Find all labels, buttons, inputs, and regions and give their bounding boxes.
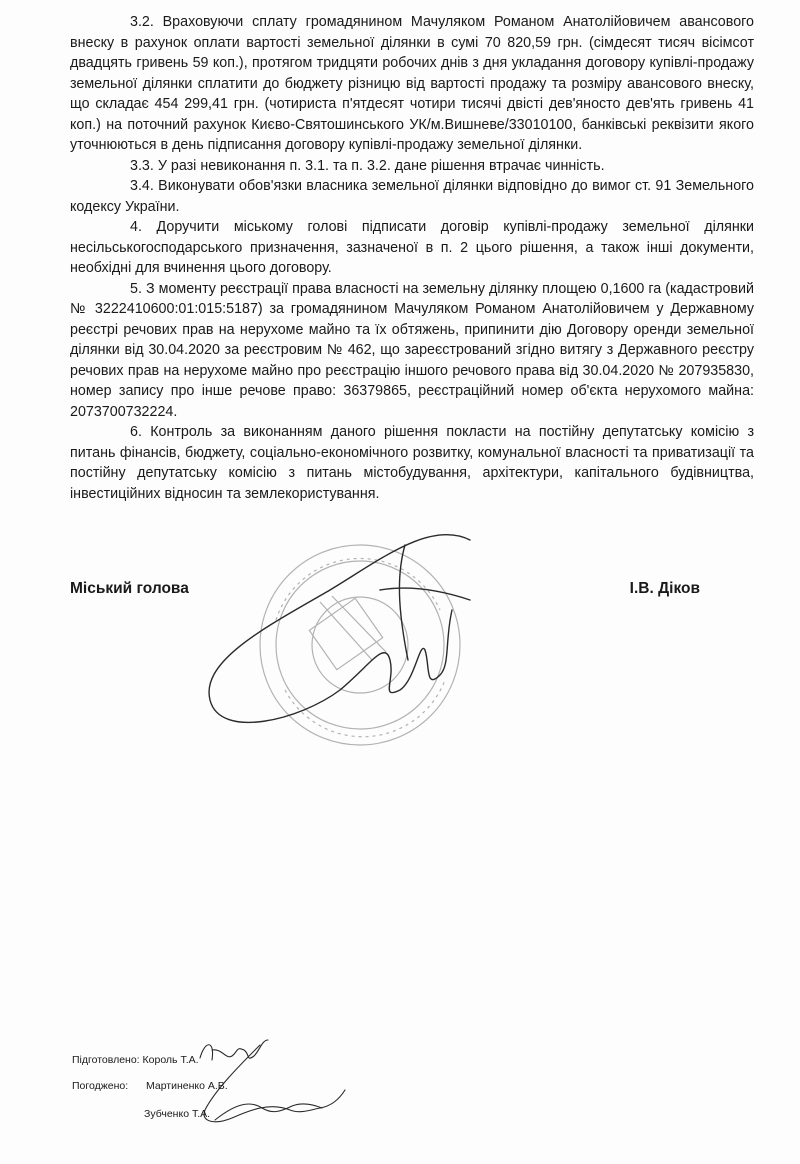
agreed-person-1: Мартиненко А.В. (145, 1080, 228, 1092)
official-stamp (260, 545, 460, 745)
prepared-by-label: Підготовлено: Король Т.А. (72, 1054, 199, 1066)
agreed-person-2: Зубченко Т.А. (144, 1108, 211, 1120)
paragraph-4: 4. Доручити міському голові підписати договір купівлі-продажу земельної ділянки несільськогосподарського призначення, зазначеної в п. 2 цього рішення, а також інші документи, необхідні для вчинення цього договору. (70, 219, 754, 276)
mayor-signature (209, 535, 470, 723)
agreed-label: Погоджено: (72, 1080, 129, 1092)
signature-block (70, 580, 700, 604)
prepared-by-row (72, 1054, 199, 1066)
signatory-title: Міський голова (70, 580, 189, 597)
agreed-row-2 (144, 1108, 210, 1120)
agreed-row (72, 1080, 228, 1092)
signatory-name: І.В. Діков (629, 580, 700, 597)
document-body (70, 12, 754, 504)
paragraph-6: 6. Контроль за виконанням даного рішення покласти на постійну депутатську комісію з питань фінансів, бюджету, соціально-економічного розвитку, комунальної власності та приватизації та постійну депутатську комісію з питань містобудування, архітектури, капітального будівництва, інвестиційних відносин та землекористування. (70, 424, 754, 502)
paragraph-3-4: 3.4. Виконувати обов'язки власника земельної ділянки відповідно до вимог ст. 91 Земельного кодексу України. (70, 178, 754, 215)
paragraph-3-2: 3.2. Враховуючи сплату громадянином Мачуляком Романом Анатолійовичем авансового внеску в рахунок оплати вартості земельної ділянки в сумі 70 820,59 грн. (сімдесят тисяч вісімсот двадцять гривень 59 коп.), протягом тридцяти робочих днів з дня укладання договору купівлі-продажу земельної ділянки сплатити до бюджету різницю від вартості продажу та розміру авансового внеску, що складає 454 299,41 грн. (чотириста п'ятдесят чотири тисячі двісті дев'яносто дев'ять гривень 41 коп.) на поточний рахунок Києво-Святошинського УК/м.Вишневе/33010100, банківські реквізити якого уточнюються в день підписання договору купівлі-продажу земельної ділянки. (70, 14, 754, 153)
paragraph-5: 5. З моменту реєстрації права власності на земельну ділянку площею 0,1600 га (кадастровий № 3222410600:01:015:5187) за громадянином Мачуляком Романом Анатолійовичем у Державному реєстрі речових прав на нерухоме майно та їх обтяжень, припинити дію Договору оренди земельної ділянки від 30.04.2020 за реєстровим № 462, що зареєстрований згідно витягу з Державного реєстру речових прав на нерухоме майно про реєстрацію іншого речового права від 30.04.2020 № 207935830, номер запису про інше речове право: 36379865, реєстраційний номер об'єкта нерухомого майна: 2073700732224. (70, 280, 754, 420)
paragraph-3-3: 3.3. У разі невиконання п. 3.1. та п. 3.2. дане рішення втрачає чинність. (130, 157, 605, 174)
